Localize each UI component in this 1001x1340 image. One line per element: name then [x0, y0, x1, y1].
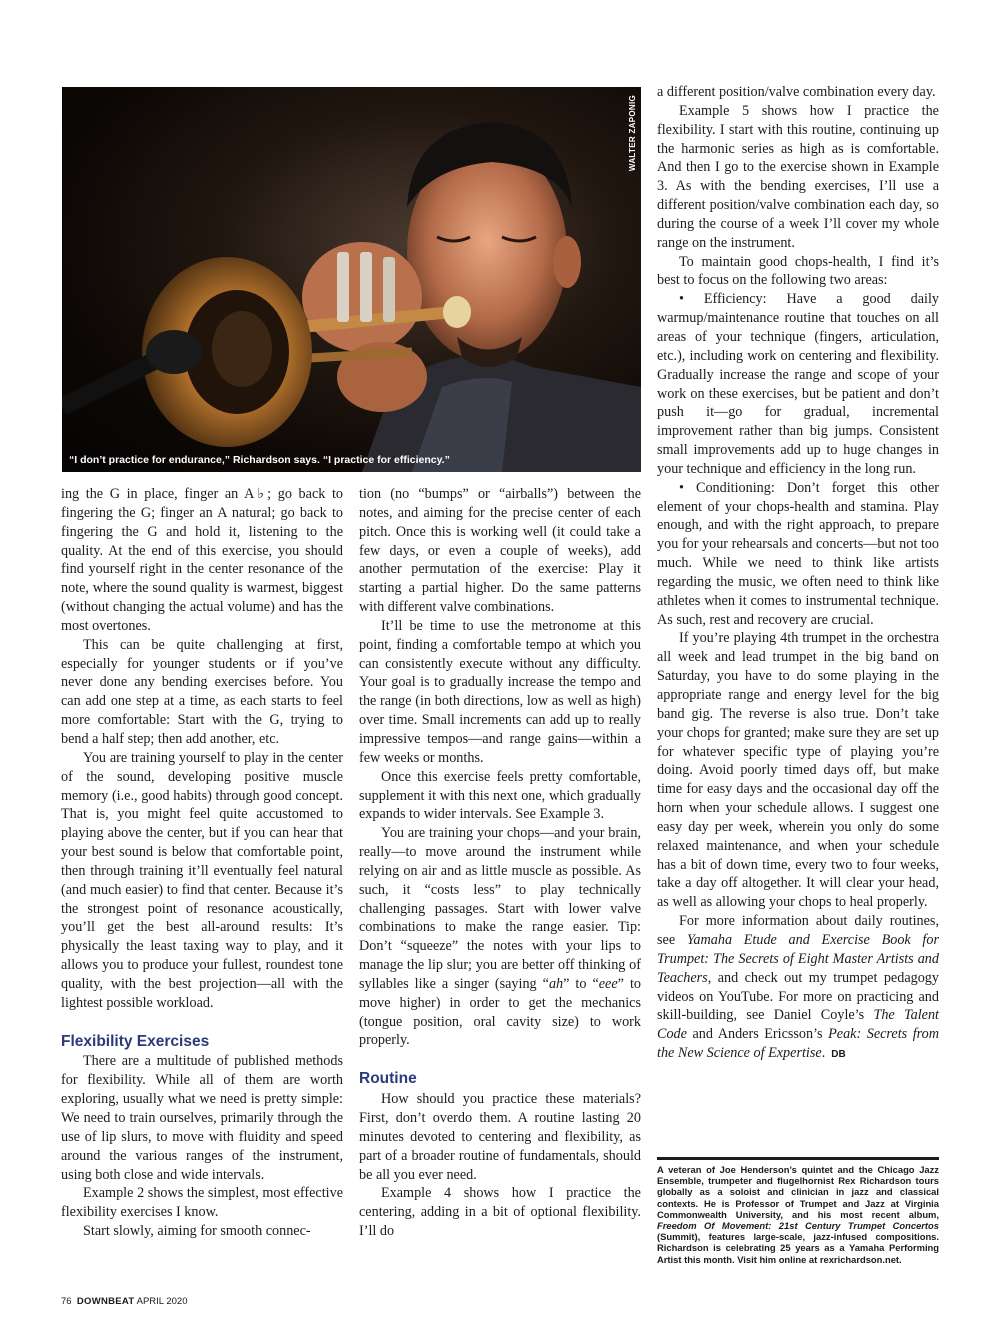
bullet-efficiency: • Efficiency: Have a good daily warmup/maintenance routine that touches on all areas of your technique (fingers, articulation, etc.), including work on centering and flexibility. Gradually increase the range and scope of your work on these exercises, but be patient and don’t push it—go for gradual, incremental improvement rather than big jumps. Consistent small improvements add up to huge changes in your technique and efficiency in the long run. — [657, 291, 939, 477]
issue-date: APRIL 2020 — [136, 1296, 188, 1307]
paragraph: There are a multitude of published methods for flexibility. While all of them are worth exploring, usually what we need is pretty simple: We need to train ourselves, primarily through the use of lip slurs, to move with fluidity and speed around the various ranges of the instrument, using both close and wide intervals. — [61, 1053, 343, 1183]
paragraph — [657, 912, 939, 1065]
bullet-conditioning: • Conditioning: Don’t forget this other element of your chops-health and stamina. Play enough, and with the right approach, to prepare you for your rehearsals and concerts—but not too much. While we need to think like artists regarding the music, we often need to think like athletes when it comes to instrumental technique. As such, rest and recovery are crucial. — [657, 479, 939, 628]
text-run: ” to move higher) in order to get the mechanics (tongue position, oral cavity size) to work properly. — [359, 975, 641, 1049]
text-run: and Anders Ericsson’s — [686, 1026, 829, 1043]
page-number: 76 — [61, 1296, 72, 1307]
paragraph — [359, 824, 641, 1050]
paragraph: You are training yourself to play in the center of the sound, developing positive muscle memory (i.e., good habits) through good concept. That is, you might feel quite accustomed to playing above the center, but if you can hear that your best sound is below that comfortable point, then through training it’ll eventually feel natural (and much easier) to find that center. Because it’s the strongest point of resonance acoustically, you’ll get the best all-around results: It’s physically the least taxing way to play, and it allows you to produce your fullest, roundest tone quality, with the best projection—all with the lightest possible workload. — [61, 749, 343, 1011]
text-run: . — [821, 1045, 826, 1062]
trumpeter-illustration — [62, 87, 641, 472]
section-heading-routine: Routine — [359, 1070, 417, 1088]
text-run: For more information about daily routines, see — [657, 913, 939, 948]
paragraph: This can be quite challenging at first, especially for younger students or if you’ve never done any bending exercises before. You can add one step at a time, as each starts to feel more comfortable: Start with the G, trying to bend a half step; then add another, etc. — [61, 636, 343, 747]
section-heading-flexibility: Flexibility Exercises — [61, 1032, 210, 1050]
paragraph: Example 5 shows how I practice the flexibility. I start with this routine, continuing up the harmonic series as high as is comfortable. And then I go to the exercise shown in Example 3. As with the bending exercises, I’ll use a different position/valve combination each day, so during the course of a week I’ll cover my whole range on the instrument. — [657, 102, 939, 251]
book-title: Peak: Secrets from the New Science of Expertise — [657, 1026, 940, 1062]
magazine-name: DOWNBEAT — [76, 1296, 135, 1307]
paragraph: If you’re playing 4th trumpet in the orchestra all week and lead trumpet in the big band on Saturday, you have to do some playing in the appropriate range and energy level for the big band gig. The reverse is also true. Don’t take your chops for granted; make sure they are set up for whatever specific type of playing you’re doing. Avoid poorly timed days off, but make time for easy days and the occasional day off the horn when your schedule allows. I suggest one easy day per week, wherein you only do some relaxed maintenance, and when your schedule has a bit of down time, every two to four weeks, take a day off altogether. It will clear your head, as well as allowing your chops to heal properly. — [657, 630, 939, 911]
paragraph: a different position/valve combination every day. — [657, 84, 936, 100]
end-signature: DB — [831, 1049, 846, 1061]
trumpeter-photo — [62, 87, 641, 472]
syllable-ah: ah — [548, 975, 564, 992]
paragraph: It’ll be time to use the metronome at this point, finding a comfortable tempo at which you can consistently execute without any difficulty. Your goal is to gradually increase the tempo and the range (in both directions, low as well as high) over time. Small increments can add up to really impressive tempos—and range gains—within a few weeks or months. — [359, 617, 641, 766]
text-run: A veteran of Joe Henderson’s quintet and the Chicago Jazz Ensemble, trumpeter and flugelhornist Rex Richardson tours globally as a soloist and clinician in jazz and classical contexts. He is Professor of Trumpet and Jazz at Virginia Commonwealth University, and his most recent album, — [657, 1164, 939, 1220]
paragraph: Start slowly, aiming for smooth connec- — [83, 1223, 311, 1240]
page-folio — [61, 1296, 188, 1307]
syllable-eee: eee — [598, 975, 618, 992]
paragraph: To maintain good chops-health, I find it’s best to focus on the following two areas: — [657, 253, 939, 289]
paragraph: ing the G in place, finger an A♭; go back to fingering the G; finger an A natural; go back to fingering the G and hold it, listening to the quality. At the end of this exercise, you should find yourself right in the center resonance of the note, where the sound quality is warmest, biggest (without changing the actual volume) and has the most overtones. — [61, 486, 343, 634]
book-title: Yamaha Etude and Exercise Book for Trumpet: The Secrets of Eight Master Artists and Teachers — [657, 931, 939, 986]
text-run: ” to “ — [563, 975, 599, 992]
book-title: The Talent Code — [657, 1007, 939, 1043]
article-column-2 — [359, 485, 641, 1241]
text-run: , and check out my trumpet pedagogy videos on YouTube. For more on practicing and skill-building, see Daniel Coyle’s — [657, 969, 939, 1024]
paragraph: Once this exercise feels pretty comfortable, supplement it with this next one, which gradually expands to wider intervals. See Example 3. — [359, 768, 641, 823]
photo-credit: WALTER ZAPONIG — [628, 95, 637, 172]
paragraph: How should you practice these materials? First, don’t overdo them. A routine lasting 20 minutes devoted to centering and flexibility, as part of a broader routine of fundamentals, should be all you ever need. — [359, 1091, 641, 1183]
photo-caption: “I don’t practice for endurance,” Richardson says. “I practice for efficiency.” — [69, 454, 450, 466]
album-title: Freedom Of Movement: 21st Century Trumpet Concertos — [657, 1220, 939, 1232]
article-column-3 — [657, 83, 939, 1065]
paragraph: tion (no “bumps” or “airballs”) between the notes, and aiming for the precise center of each pitch. Once this is working well (it could take a few days, or even a couple of weeks), add another permutation of the exercise: Play it starting a partial higher. Do the same patterns with different valve combinations. — [359, 486, 641, 616]
paragraph: Example 2 shows the simplest, most effective flexibility exercises I know. — [61, 1185, 343, 1221]
article-column-1 — [61, 485, 343, 1241]
paragraph: Example 4 shows how I practice the centering, adding in a bit of optional flexibility. I’ll do — [359, 1185, 641, 1240]
author-bio — [657, 1157, 939, 1265]
text-run: (Summit), features large-scale, jazz-infused compositions. Richardson is celebrating 25 years as a Yamaha Performing Artist this month. Visit him online at rexrichardson.net. — [657, 1231, 939, 1265]
text-run: You are training your chops—and your brain, really—to move around the instrument while relying on air and as little muscle as possible. As such, it “costs less” to play technically challenging passages. Start with lower valve combinations to make the range easier. Tip: Don’t “squeeze” the notes with your lips to manage the lip slur; you are better off thinking of syllables like a singer (saying “ — [359, 825, 641, 992]
